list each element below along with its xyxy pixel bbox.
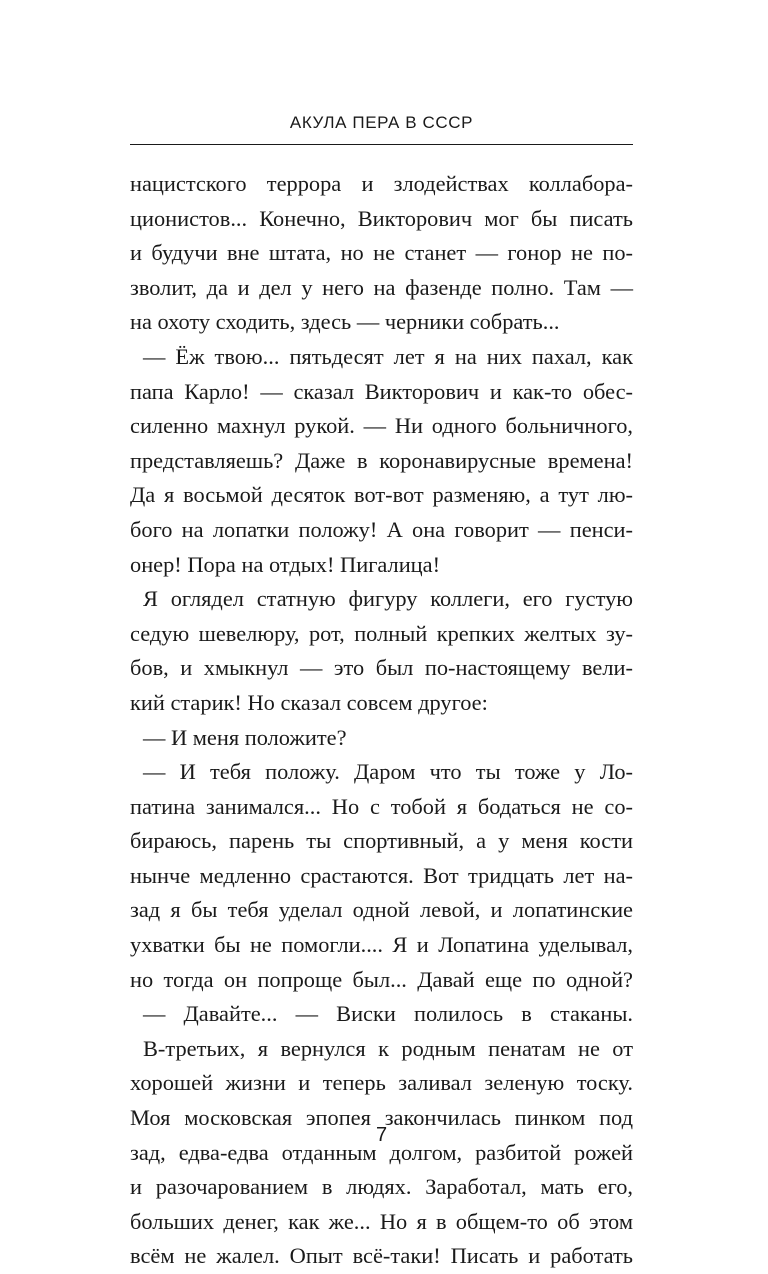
text-line: зад, едва-едва отданным долгом, разбитой рожей [130, 1139, 633, 1165]
text-line: В-третьих, я вернулся к родным пенатам не от [143, 1035, 633, 1061]
text-line: Я оглядел статную фигуру коллеги, его густую [143, 586, 633, 612]
page-number: 7 [375, 1124, 388, 1146]
body-text [130, 167, 633, 1274]
text-line: зад я бы тебя уделал одной левой, и лопатинские [130, 897, 633, 923]
text-line: хорошей жизни и теперь заливал зеленую тоску. [130, 1070, 633, 1096]
text-line: Моя московская эпопея закончилась пинком под [130, 1105, 633, 1131]
text-line: папа Карло! — сказал Викторович и как-то обес- [130, 378, 633, 404]
text-line: бого на лопатки положу! А она говорит — пенси- [130, 516, 633, 542]
text-line: патина занимался... Но с тобой я бодаться не со- [130, 793, 633, 819]
header-rule [130, 144, 633, 145]
text-line: седую шевелюру, рот, полный крепких желтых зу- [130, 620, 633, 646]
text-line: нацистского террора и злодействах коллабора- [130, 171, 633, 196]
text-line: Да я восьмой десяток вот-вот разменяю, а тут лю- [130, 482, 633, 508]
text-line: — Ёж твою... пятьдесят лет я на них пахал, как [143, 343, 633, 369]
text-line: на охоту сходить, здесь — черники собрать... [130, 309, 560, 335]
text-line: бираюсь, парень ты спортивный, а у меня кости [130, 828, 633, 854]
text-line: всём не жалел. Опыт всё-таки! Писать и работать [130, 1243, 633, 1269]
text-line: нынче медленно срастаются. Вот тридцать лет на- [130, 862, 633, 888]
text-line: силенно махнул рукой. — Ни одного больничного, [130, 413, 633, 439]
text-line: но тогда он попроще был... Давай еще по одной? [130, 966, 633, 992]
text-line: зволит, да и дел у него на фазенде полно. Там — [130, 274, 633, 300]
text-line: — Давайте... — Виски полилось в стаканы. [143, 1001, 633, 1027]
text-line: представляешь? Даже в коронавирусные времена! [130, 447, 633, 473]
text-line: — И меня положите? [143, 724, 347, 750]
running-title: АКУЛА ПЕРА В СССР [289, 113, 474, 132]
text-line: ционистов... Конечно, Викторович мог бы писать [130, 205, 633, 231]
text-line: ухватки бы не помогли.... Я и Лопатина уделывал, [130, 932, 633, 958]
text-line: больших денег, как же... Но я в общем-то об этом [130, 1208, 633, 1234]
text-line: бов, и хмыкнул — это был по-настоящему вели- [130, 655, 633, 681]
text-line: и разочарованием в людях. Заработал, мать его, [130, 1174, 633, 1200]
text-line: и будучи вне штата, но не станет — гонор не по- [130, 240, 633, 266]
text-line: онер! Пора на отдых! Пигалица! [130, 551, 441, 577]
text-line: — И тебя положу. Даром что ты тоже у Ло- [143, 759, 633, 785]
text-line: кий старик! Но сказал совсем другое: [130, 689, 488, 715]
